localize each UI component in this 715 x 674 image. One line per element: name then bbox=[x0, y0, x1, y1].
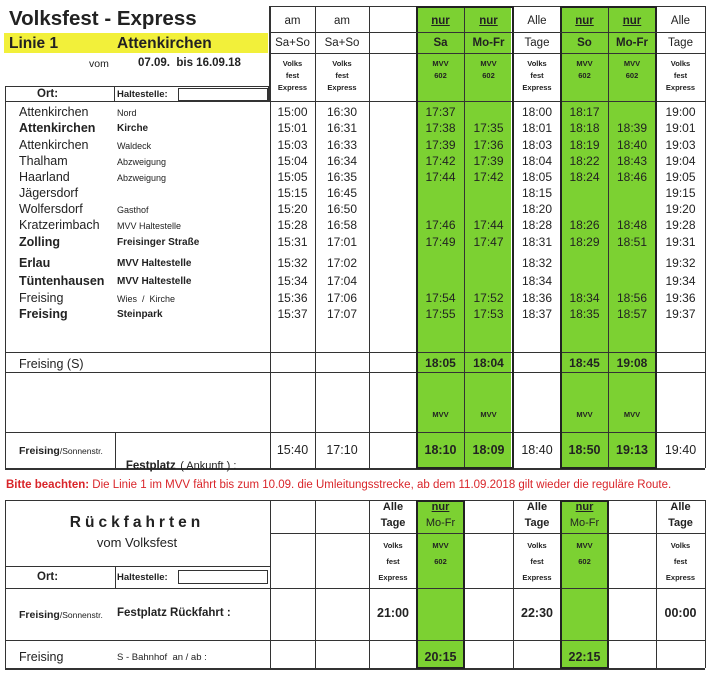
departure-time: 18:31 bbox=[521, 235, 553, 249]
column-service-type: Volks bbox=[332, 59, 352, 68]
departure-time: 19:37 bbox=[665, 307, 696, 321]
departure-time: 19:34 bbox=[665, 274, 696, 288]
column-service-type: MVV bbox=[480, 59, 497, 68]
stop-ort: Zolling bbox=[19, 235, 60, 249]
departure-time: 17:49 bbox=[425, 235, 456, 249]
arrival-halt bbox=[117, 442, 236, 474]
return-column-service-type: Volks bbox=[527, 541, 547, 550]
return-column-service-type: Express bbox=[522, 573, 552, 582]
return-bahnhof-time: 22:15 bbox=[568, 650, 601, 664]
line-name: Linie 1 bbox=[9, 35, 59, 52]
ort-header-divider bbox=[114, 86, 115, 102]
return-header-divider bbox=[270, 533, 705, 534]
departure-time: 18:46 bbox=[616, 170, 648, 184]
return-column-header-days: Mo-Fr bbox=[425, 517, 456, 529]
departure-time: 16:58 bbox=[326, 218, 358, 232]
return-column-header-days: Mo-Fr bbox=[569, 517, 600, 529]
arrival-ort-suffix: /Sonnenstr. bbox=[59, 446, 103, 456]
mvv-label: MVV bbox=[576, 410, 593, 419]
stop-ort: Attenkirchen bbox=[19, 105, 89, 119]
return-bahnhof-ort: Freising bbox=[19, 650, 64, 664]
stop-haltestelle: Abzweigung bbox=[117, 157, 167, 167]
column-header-days: Tage bbox=[668, 37, 693, 49]
column-service-type: Express bbox=[277, 83, 308, 92]
departure-time: 19:01 bbox=[665, 121, 696, 135]
column-service-type: 602 bbox=[434, 71, 447, 80]
arrival-time: 19:40 bbox=[664, 443, 697, 457]
return-haltestelle-input bbox=[178, 570, 268, 584]
arrival-label bbox=[19, 443, 103, 458]
stop-ort: Attenkirchen bbox=[19, 121, 96, 135]
line-origin: Attenkirchen bbox=[117, 35, 212, 52]
stop-ort: Thalham bbox=[19, 154, 68, 168]
ort-header: Ort: bbox=[37, 88, 59, 100]
column-header-top: nur bbox=[575, 15, 594, 27]
stop-haltestelle: MVV Haltestelle bbox=[117, 258, 192, 269]
return-ort-header: Ort: bbox=[37, 571, 59, 583]
freising-s-time: 18:45 bbox=[569, 356, 600, 370]
departure-time: 18:05 bbox=[521, 170, 553, 184]
return-bahnhof-halt: S - Bahnhof an / ab : bbox=[117, 652, 207, 663]
departure-time: 15:03 bbox=[277, 138, 308, 152]
departure-time: 16:30 bbox=[326, 105, 358, 119]
stop-ort: Wolfersdorf bbox=[19, 202, 83, 216]
stop-haltestelle: MVV Haltestelle bbox=[117, 221, 182, 231]
departure-time: 19:05 bbox=[665, 170, 696, 184]
column-header-top: am bbox=[284, 15, 301, 27]
departure-time: 15:31 bbox=[277, 235, 308, 249]
departure-time: 17:37 bbox=[425, 105, 456, 119]
departure-time: 17:38 bbox=[425, 121, 456, 135]
column-service-type: 602 bbox=[625, 71, 639, 80]
period-prefix: vom bbox=[89, 58, 109, 70]
column-service-type: fest bbox=[285, 71, 300, 80]
return-title: Rückfahrten bbox=[69, 514, 205, 531]
departure-time: 18:03 bbox=[521, 138, 553, 152]
column-service-type: fest bbox=[673, 71, 688, 80]
departure-time: 18:39 bbox=[616, 121, 648, 135]
departure-time: 17:52 bbox=[473, 291, 504, 305]
departure-time: 18:40 bbox=[616, 138, 648, 152]
stop-ort: Freising bbox=[19, 307, 68, 321]
column-header-days: Mo-Fr bbox=[616, 37, 648, 49]
column-header-top: nur bbox=[431, 15, 450, 27]
return-column-header-top: nur bbox=[575, 501, 594, 513]
column-service-type: Express bbox=[665, 83, 696, 92]
departure-time: 16:50 bbox=[326, 202, 358, 216]
departure-time: 17:01 bbox=[326, 235, 358, 249]
departure-time: 17:07 bbox=[326, 307, 358, 321]
departure-time: 17:46 bbox=[425, 218, 456, 232]
return-departure-time: 21:00 bbox=[377, 606, 409, 620]
return-column-service-type: fest bbox=[386, 557, 400, 566]
return-ort-divider bbox=[115, 566, 116, 588]
return-departure-label bbox=[19, 607, 103, 622]
column-service-type: MVV bbox=[623, 59, 641, 68]
departure-time: 17:35 bbox=[473, 121, 504, 135]
departure-time: 15:37 bbox=[277, 307, 308, 321]
return-column-header-days: Tage bbox=[668, 517, 693, 529]
departure-time: 19:20 bbox=[665, 202, 696, 216]
freising-s-time: 19:08 bbox=[616, 356, 648, 370]
column-divider bbox=[369, 6, 370, 468]
mvv-label: MVV bbox=[432, 410, 449, 419]
stop-ort: Haarland bbox=[19, 170, 70, 184]
return-column-service-type: Express bbox=[665, 573, 696, 582]
arrival-time: 19:13 bbox=[616, 443, 648, 457]
left-border bbox=[5, 101, 6, 468]
notice bbox=[6, 478, 671, 492]
return-column-divider bbox=[315, 500, 316, 668]
departure-time: 18:29 bbox=[569, 235, 600, 249]
column-service-type: Volks bbox=[670, 59, 691, 68]
column-header-days: Sa+So bbox=[324, 37, 360, 49]
column-service-type: MVV bbox=[576, 59, 593, 68]
return-column-header-days: Tage bbox=[380, 517, 406, 529]
departure-time: 18:17 bbox=[569, 105, 600, 119]
column-service-type: 602 bbox=[578, 71, 591, 80]
departure-time: 18:24 bbox=[569, 170, 600, 184]
page-title: Volksfest - Express bbox=[9, 7, 197, 30]
arrival-time: 18:50 bbox=[568, 443, 601, 457]
stop-haltestelle: Freisinger Straße bbox=[117, 237, 200, 248]
column-header-top: Alle bbox=[527, 15, 547, 27]
departure-time: 17:36 bbox=[473, 138, 504, 152]
haltestelle-input bbox=[178, 88, 268, 101]
return-column-header-days: Tage bbox=[524, 517, 550, 529]
departure-time: 15:20 bbox=[277, 202, 308, 216]
column-header-top: nur bbox=[479, 15, 498, 27]
departure-time: 17:39 bbox=[473, 154, 504, 168]
return-haltestelle-header: Haltestelle: bbox=[117, 572, 168, 583]
return-column-service-type: 602 bbox=[434, 557, 447, 566]
departure-time: 17:02 bbox=[326, 256, 358, 270]
return-bahnhof-time: 20:15 bbox=[424, 650, 457, 664]
notice-text: Die Linie 1 im MVV fährt bis zum 10.09. die Umleitungsstrecke, ab dem 11.09.2018 gilt wieder die reguläre Route. bbox=[89, 479, 672, 491]
column-divider bbox=[705, 6, 706, 468]
departure-time: 17:42 bbox=[425, 154, 456, 168]
departure-time: 15:34 bbox=[277, 274, 308, 288]
column-header-days: Sa+So bbox=[275, 37, 310, 49]
departure-time: 18:48 bbox=[616, 218, 648, 232]
period-dates: 07.09. bis 16.09.18 bbox=[138, 57, 241, 69]
return-column-service-type: fest bbox=[673, 557, 688, 566]
stop-ort: Kratzerimbach bbox=[19, 218, 100, 232]
return-column-service-type: fest bbox=[530, 557, 544, 566]
arrival-halt-name: Festplatz bbox=[125, 460, 176, 472]
column-service-type: fest bbox=[335, 71, 349, 80]
arrival-time: 18:10 bbox=[424, 443, 457, 457]
return-departure-time: 22:30 bbox=[521, 606, 553, 620]
departure-time: 18:43 bbox=[616, 154, 648, 168]
return-column-header-top: Alle bbox=[670, 501, 691, 513]
column-header-top: nur bbox=[622, 15, 642, 27]
return-column-service-type: 602 bbox=[578, 557, 591, 566]
return-column-divider bbox=[270, 500, 271, 668]
return-column-service-type: MVV bbox=[576, 541, 593, 550]
stop-ort: Erlau bbox=[19, 256, 51, 270]
departure-time: 18:00 bbox=[521, 105, 553, 119]
departure-time: 18:34 bbox=[569, 291, 600, 305]
departure-time: 15:00 bbox=[277, 105, 308, 119]
departure-time: 18:57 bbox=[616, 307, 648, 321]
stop-ort: Freising bbox=[19, 291, 64, 305]
departure-time: 18:35 bbox=[569, 307, 600, 321]
departure-time: 16:45 bbox=[326, 186, 358, 200]
departure-time: 15:01 bbox=[277, 121, 308, 135]
stop-haltestelle: Abzweigung bbox=[117, 173, 167, 183]
stop-haltestelle: Steinpark bbox=[117, 309, 163, 320]
column-header-days: Mo-Fr bbox=[472, 37, 505, 49]
departure-time: 18:18 bbox=[569, 121, 600, 135]
departure-time: 17:04 bbox=[326, 274, 358, 288]
stop-ort: Jägersdorf bbox=[19, 186, 79, 200]
departure-time: 15:36 bbox=[277, 291, 308, 305]
departure-time: 18:51 bbox=[616, 235, 648, 249]
column-service-type: MVV bbox=[432, 59, 449, 68]
departure-time: 18:28 bbox=[521, 218, 553, 232]
arrival-divider bbox=[115, 432, 116, 468]
return-column-service-type: Volks bbox=[383, 541, 403, 550]
departure-time: 15:32 bbox=[277, 256, 308, 270]
departure-time: 17:39 bbox=[425, 138, 456, 152]
departure-time: 18:22 bbox=[569, 154, 600, 168]
departure-time: 18:01 bbox=[521, 121, 553, 135]
column-service-type: Express bbox=[522, 83, 552, 92]
stop-haltestelle: MVV Haltestelle bbox=[117, 276, 192, 287]
departure-time: 18:19 bbox=[569, 138, 600, 152]
return-column-header-top: nur bbox=[431, 501, 450, 513]
departure-time: 17:44 bbox=[473, 218, 504, 232]
column-header-days: Sa bbox=[433, 37, 448, 49]
column-service-type: Express bbox=[327, 83, 357, 92]
return-departure-halt: Festplatz Rückfahrt : bbox=[117, 607, 231, 619]
arrival-halt-suffix: ( Ankunft ) : bbox=[180, 460, 237, 472]
departure-time: 17:53 bbox=[473, 307, 504, 321]
departure-time: 18:56 bbox=[616, 291, 648, 305]
mvv-label: MVV bbox=[480, 410, 497, 419]
return-column-service-type: MVV bbox=[432, 541, 449, 550]
departure-time: 18:32 bbox=[521, 256, 553, 270]
departure-time: 15:04 bbox=[277, 154, 308, 168]
departure-time: 17:55 bbox=[425, 307, 456, 321]
departure-time: 17:47 bbox=[473, 235, 504, 249]
departure-time: 17:42 bbox=[473, 170, 504, 184]
arrival-time: 18:40 bbox=[521, 443, 553, 457]
stop-ort: Tüntenhausen bbox=[19, 274, 105, 288]
departure-time: 17:06 bbox=[326, 291, 358, 305]
departure-time: 18:26 bbox=[569, 218, 600, 232]
arrival-time: 18:09 bbox=[472, 443, 505, 457]
departure-time: 19:31 bbox=[665, 235, 696, 249]
departure-time: 18:36 bbox=[521, 291, 553, 305]
departure-time: 19:36 bbox=[665, 291, 696, 305]
return-departure-ort-suffix: /Sonnenstr. bbox=[59, 610, 103, 620]
column-header-days: Tage bbox=[524, 37, 550, 49]
column-header-top: am bbox=[334, 15, 350, 27]
departure-time: 18:20 bbox=[521, 202, 553, 216]
return-column-divider bbox=[705, 500, 706, 668]
notice-label: Bitte beachten: bbox=[6, 479, 90, 491]
departure-time: 17:54 bbox=[425, 291, 456, 305]
return-subtitle: vom Volksfest bbox=[96, 535, 178, 550]
departure-time: 16:34 bbox=[326, 154, 358, 168]
departure-time: 15:28 bbox=[277, 218, 308, 232]
stop-haltestelle: Nord bbox=[117, 108, 137, 118]
column-service-type: Volks bbox=[527, 59, 547, 68]
header-mid bbox=[270, 32, 705, 33]
column-service-type: Volks bbox=[282, 59, 303, 68]
return-title-divider bbox=[5, 566, 270, 567]
return-column-header-top: Alle bbox=[382, 501, 404, 513]
return-departure-ort: Freising bbox=[19, 609, 60, 621]
departure-time: 16:35 bbox=[326, 170, 358, 184]
return-departure-time: 00:00 bbox=[664, 606, 697, 620]
departure-time: 18:04 bbox=[521, 154, 553, 168]
arrival-time: 17:10 bbox=[326, 443, 358, 457]
freising-s-label: Freising (S) bbox=[19, 357, 84, 371]
return-column-service-type: Express bbox=[378, 573, 408, 582]
column-service-type: 602 bbox=[482, 71, 495, 80]
freising-s-time: 18:05 bbox=[425, 356, 456, 370]
stop-ort: Attenkirchen bbox=[19, 138, 89, 152]
departure-time: 19:28 bbox=[665, 218, 696, 232]
return-column-header-top: Alle bbox=[526, 501, 548, 513]
departure-time: 18:34 bbox=[521, 274, 553, 288]
departure-time: 17:44 bbox=[425, 170, 456, 184]
arrival-ort: Freising bbox=[19, 445, 60, 457]
column-header-top: Alle bbox=[670, 15, 691, 27]
departure-time: 19:03 bbox=[665, 138, 696, 152]
stop-haltestelle: Kirche bbox=[117, 123, 149, 134]
column-header-days: So bbox=[577, 37, 592, 49]
departure-time: 18:15 bbox=[521, 186, 553, 200]
haltestelle-header: Haltestelle: bbox=[117, 89, 168, 100]
departure-time: 16:31 bbox=[326, 121, 358, 135]
departure-time: 16:33 bbox=[326, 138, 358, 152]
stop-haltestelle: Waldeck bbox=[117, 141, 152, 151]
freising-s-time: 18:04 bbox=[473, 356, 504, 370]
arrival-time: 15:40 bbox=[276, 443, 309, 457]
departure-time: 15:15 bbox=[277, 186, 308, 200]
departure-time: 19:32 bbox=[665, 256, 696, 270]
departure-time: 19:00 bbox=[665, 105, 696, 119]
departure-time: 19:15 bbox=[665, 186, 696, 200]
stop-haltestelle: Wies / Kirche bbox=[117, 294, 176, 304]
column-service-type: fest bbox=[530, 71, 544, 80]
departure-time: 19:04 bbox=[665, 154, 696, 168]
stop-haltestelle: Gasthof bbox=[117, 205, 149, 215]
return-column-service-type: Volks bbox=[670, 541, 691, 550]
departure-time: 18:37 bbox=[521, 307, 553, 321]
mvv-label: MVV bbox=[623, 410, 641, 419]
departure-time: 15:05 bbox=[277, 170, 308, 184]
